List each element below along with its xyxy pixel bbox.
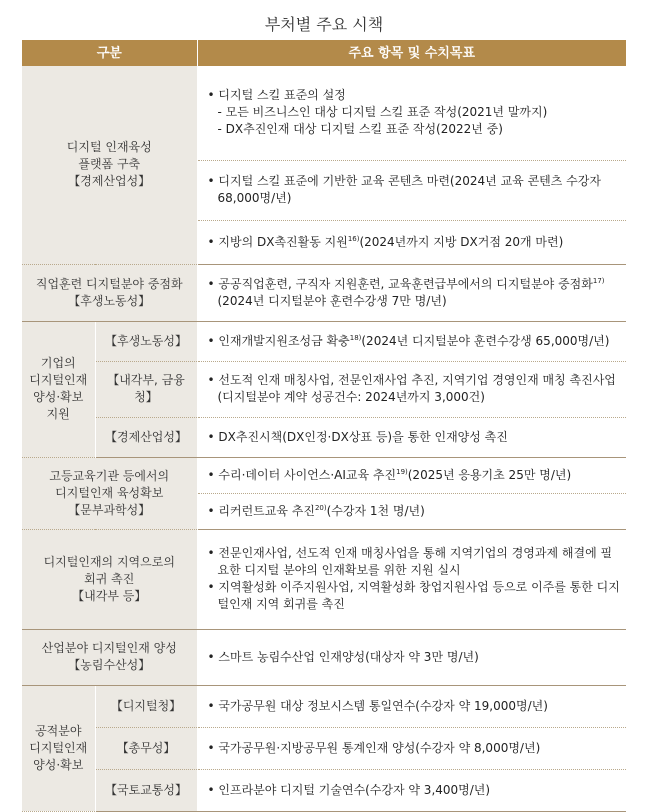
item-cell [197, 417, 626, 457]
item-text-cont: (2024년 디지털분야 훈련수강생 7만 명/년) [217, 293, 447, 308]
item-text: • 지방의 DX촉진활동 지원 [207, 234, 348, 249]
item-text-cont: (디지털분야 계약 성공건수: 2024년까지 3,000건) [217, 390, 485, 404]
item-cell [197, 66, 626, 160]
category-cell [22, 457, 197, 529]
item-cell [197, 685, 626, 727]
page-title: 부처별 주요 시책 [264, 15, 384, 34]
item-text-main: • 공공직업훈련, 구직자 지원훈련, 교육훈련급부에서의 디지털분야 중점화 [207, 276, 593, 291]
item-text: • 지역활성화 이주지원사업, 지역활성화 창업지원사업 등으로 이주를 통한 디지털인재 지역 회귀를 촉진 [207, 580, 620, 611]
table-row [22, 629, 626, 685]
table-row [22, 529, 626, 629]
ministry-label: 【내각부, 금융청】 [95, 361, 197, 417]
table-row [22, 769, 626, 811]
category-cell [22, 66, 197, 264]
ministry-label: 【총무성】 [95, 727, 197, 769]
item-cell [197, 529, 626, 629]
item-text: • 스마트 농림수산업 인재양성(대상자 약 3만 명/년) [207, 649, 479, 664]
category-line: 양성·확보 [33, 757, 84, 772]
category-cell [22, 685, 95, 811]
item-cell [197, 160, 626, 220]
ministry-label: 【내각부 등】 [72, 588, 147, 603]
category-line: 디지털인재의 지역으로의 [43, 554, 175, 569]
sub-item-text: - DX추진인재 대상 디지털 스킬 표준 작성(2022년 중) [217, 122, 503, 137]
item-text: • 국가공무원 대상 정보시스템 통일연수(수강자 약 19,000명/년) [207, 698, 548, 713]
category-line: 디지털인재 [29, 740, 88, 755]
table-row [22, 361, 626, 417]
table-row [22, 264, 626, 321]
item-text: (2024년까지 지방 DX거점 20개 마련) [359, 234, 564, 249]
category-line: 회귀 촉진 [84, 571, 135, 586]
item-text: • 인프라분야 디지털 기술연수(수강자 약 3,400명/년) [207, 782, 491, 797]
item-cell [197, 457, 626, 493]
category-line: 디지털인재 [29, 373, 88, 387]
ministry-label: 【후생노동성】 [95, 321, 197, 361]
item-text: (2024년 디지털분야 훈련수강생 65,000명/년) [361, 333, 610, 348]
item-text: • 인재개발지원조성금 확충 [207, 333, 350, 348]
category-cell [22, 629, 197, 685]
category-line: 지원 [46, 407, 70, 421]
item-cell [197, 629, 626, 685]
policy-table [22, 40, 626, 812]
category-line: 디지털인재 육성확보 [55, 485, 164, 500]
ministry-label: 【후생노동성】 [68, 293, 151, 308]
category-line: 산업분야 디지털인재 양성 [41, 641, 177, 655]
table-row [22, 727, 626, 769]
footnote-ref: 18) [349, 333, 362, 342]
ministry-label: 【문부과학성】 [68, 502, 151, 517]
ministry-label: 【국토교통성】 [95, 769, 197, 811]
item-text [208, 276, 621, 310]
item-cell [197, 727, 626, 769]
table-row [22, 685, 626, 727]
table-row [22, 321, 626, 361]
item-text: • 리커런트교육 추진 [207, 503, 315, 518]
ministry-label: 【경제산업성】 [95, 417, 197, 457]
item-cell [197, 220, 626, 264]
item-text: • 수리·데이터 사이언스·AI교육 추진 [207, 467, 397, 482]
footnote-ref: 16) [347, 234, 360, 243]
category-line: 디지털 인재육성 [66, 140, 152, 155]
item-text: • DX추진시책(DX인정·DX상표 등)을 통한 인재양성 촉진 [207, 429, 508, 444]
category-line: 고등교육기관 등에서의 [49, 468, 170, 483]
item-text: (2025년 응용기초 25만 명/년) [407, 467, 572, 482]
item-cell [197, 361, 626, 417]
ministry-label: 【농림수산성】 [68, 658, 151, 672]
category-cell [22, 321, 95, 457]
item-text: • 디지털 스킬 표준의 설정 [207, 88, 346, 103]
category-line: 직업훈련 디지털분야 중점화 [35, 276, 183, 291]
category-line: 플랫폼 구축 [78, 157, 141, 172]
item-text: (수강자 1천 명/년) [326, 503, 425, 518]
table-row [22, 417, 626, 457]
category-cell [22, 529, 197, 629]
category-line: 기업의 [40, 356, 76, 370]
item-text: • 국가공무원·지방공무원 통계인재 양성(수강자 약 8,000명/년) [207, 740, 541, 755]
table-header [22, 40, 626, 66]
item-text: • 전문인재사업, 선도적 인재 매칭사업을 통해 지역기업의 경영과제 해결에 필요한 디지털 분야의 인재확보를 위한 지원 실시 [207, 546, 613, 577]
footnote-ref: 19) [396, 467, 408, 476]
item-text: • 선도적 인재 매칭사업, 전문인재사업 추진, 지역기업 경영인재 매칭 촉진사업 [207, 373, 616, 387]
sub-item-text: - 모든 비즈니스인 대상 디지털 스킬 표준 작성(2021년 말까지) [217, 105, 548, 120]
category-cell [22, 264, 197, 321]
item-cell [197, 321, 626, 361]
footnote-ref: 17) [592, 276, 605, 285]
item-cell [197, 264, 626, 321]
ministry-label: 【경제산업성】 [68, 174, 151, 189]
item-text: • 디지털 스킬 표준에 기반한 교육 콘텐츠 마련(2024년 교육 콘텐츠 수강자 68,000명/년) [207, 174, 601, 205]
ministry-label: 【디지털청】 [95, 685, 197, 727]
item-cell [197, 493, 626, 529]
footnote-ref: 20) [314, 503, 327, 512]
table-row [22, 457, 626, 493]
item-cell [197, 769, 626, 811]
table-row [22, 66, 626, 160]
category-line: 양성·확보 [33, 390, 84, 404]
category-line: 공적분야 [35, 723, 82, 738]
header-items: 주요 항목 및 수치목표 [197, 40, 626, 66]
header-category: 구분 [22, 40, 197, 66]
